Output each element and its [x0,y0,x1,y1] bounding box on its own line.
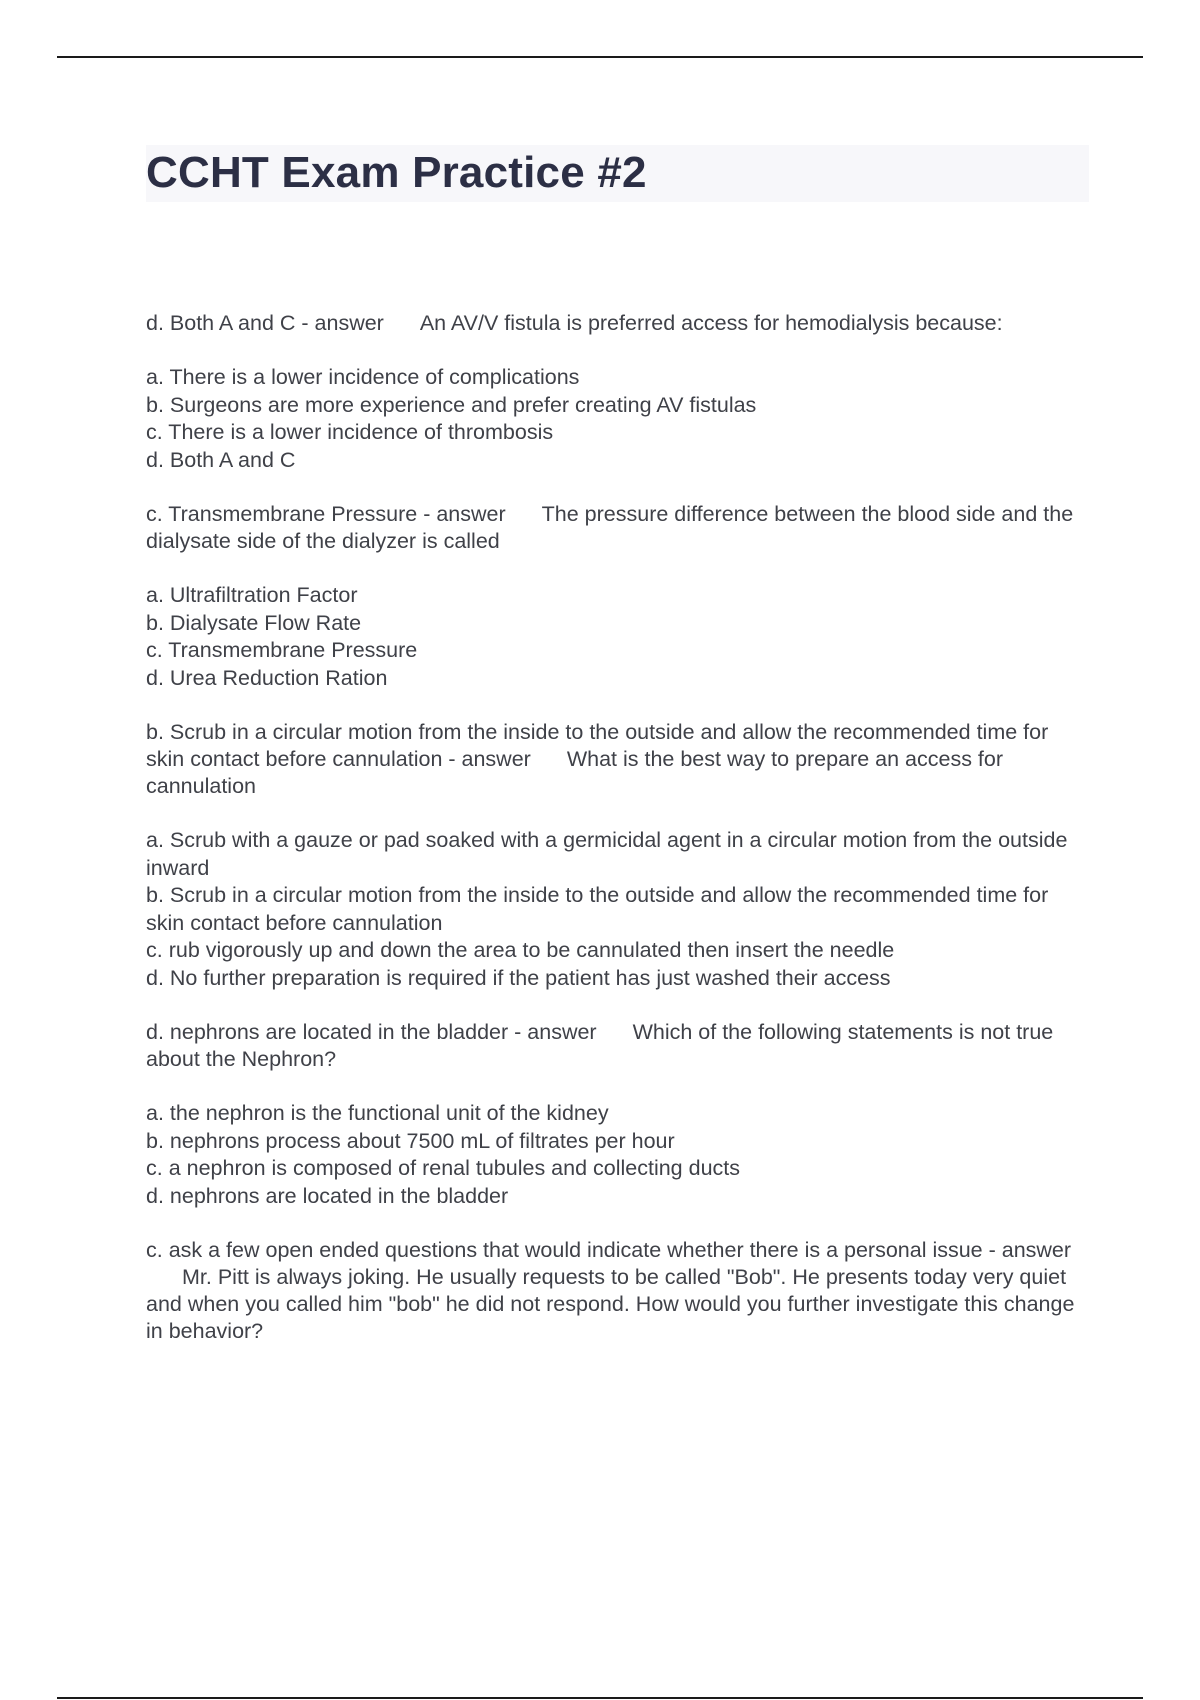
option-item: c. rub vigorously up and down the area to be cannulated then insert the needle [146,938,895,962]
question-text: What is the best way to prepare an access for cannulation [146,747,1009,798]
qa-item [146,719,1086,992]
option-item: d. Urea Reduction Ration [146,665,388,690]
bottom-rule [57,1697,1143,1699]
option-item: c. There is a lower incidence of thrombosis [146,420,554,444]
qa-prompt [146,1237,1086,1345]
question-text: Which of the following statements is not true about the Nephron? [146,1020,1060,1071]
option-list [146,827,1086,992]
qa-list [146,310,1086,1372]
option-item: a. Ultrafiltration Factor [146,583,358,607]
option-item: a. Scrub with a gauze or pad soaked with a germicidal agent in a circular motion from the outside inward [146,828,1068,880]
qa-prompt [146,719,1086,800]
option-item: d. nephrons are located in the bladder [146,1183,509,1208]
option-item: b. nephrons process about 7500 mL of filtrates per hour [146,1128,675,1153]
qa-prompt [146,1019,1086,1073]
answer-text: c. ask a few open ended questions that would indicate whether there is a personal issue - answer [146,1238,1072,1262]
answer-text: d. Both A and C - answer [146,311,384,335]
option-list [146,364,1086,474]
qa-item [146,1019,1086,1210]
option-item: b. Dialysate Flow Rate [146,610,362,635]
option-item: c. Transmembrane Pressure [146,638,418,662]
option-item: d. Both A and C [146,447,296,472]
question-text: Mr. Pitt is always joking. He usually requests to be called "Bob". He presents today very quiet and when you called him "bob" he did not respond. How would you further investigate this change in behavior? [146,1265,1081,1343]
question-text: The pressure difference between the blood side and the dialysate side of the dialyzer is called [146,502,1080,553]
qa-prompt [146,501,1086,555]
option-item: c. a nephron is composed of renal tubules and collecting ducts [146,1156,741,1180]
top-rule [57,56,1143,58]
option-item: a. the nephron is the functional unit of the kidney [146,1101,609,1125]
page-title: CCHT Exam Practice #2 [146,148,647,197]
answer-text: b. Scrub in a circular motion from the inside to the outside and allow the recommended time for skin contact before cannulation - answer [146,720,1055,771]
option-item: b. Scrub in a circular motion from the inside to the outside and allow the recommended time for skin contact before cannulation [146,883,1049,935]
qa-prompt [146,310,1086,337]
qa-item [146,501,1086,692]
answer-text: c. Transmembrane Pressure - answer [146,502,506,526]
question-text: An AV/V fistula is preferred access for hemodialysis because: [419,311,1003,335]
qa-item [146,1237,1086,1345]
answer-text: d. nephrons are located in the bladder - answer [146,1020,597,1044]
option-item: b. Surgeons are more experience and prefer creating AV fistulas [146,392,757,417]
option-list [146,582,1086,692]
option-item: d. No further preparation is required if the patient has just washed their access [146,965,891,990]
option-item: a. There is a lower incidence of complications [146,365,580,389]
option-list [146,1100,1086,1210]
qa-item [146,310,1086,474]
